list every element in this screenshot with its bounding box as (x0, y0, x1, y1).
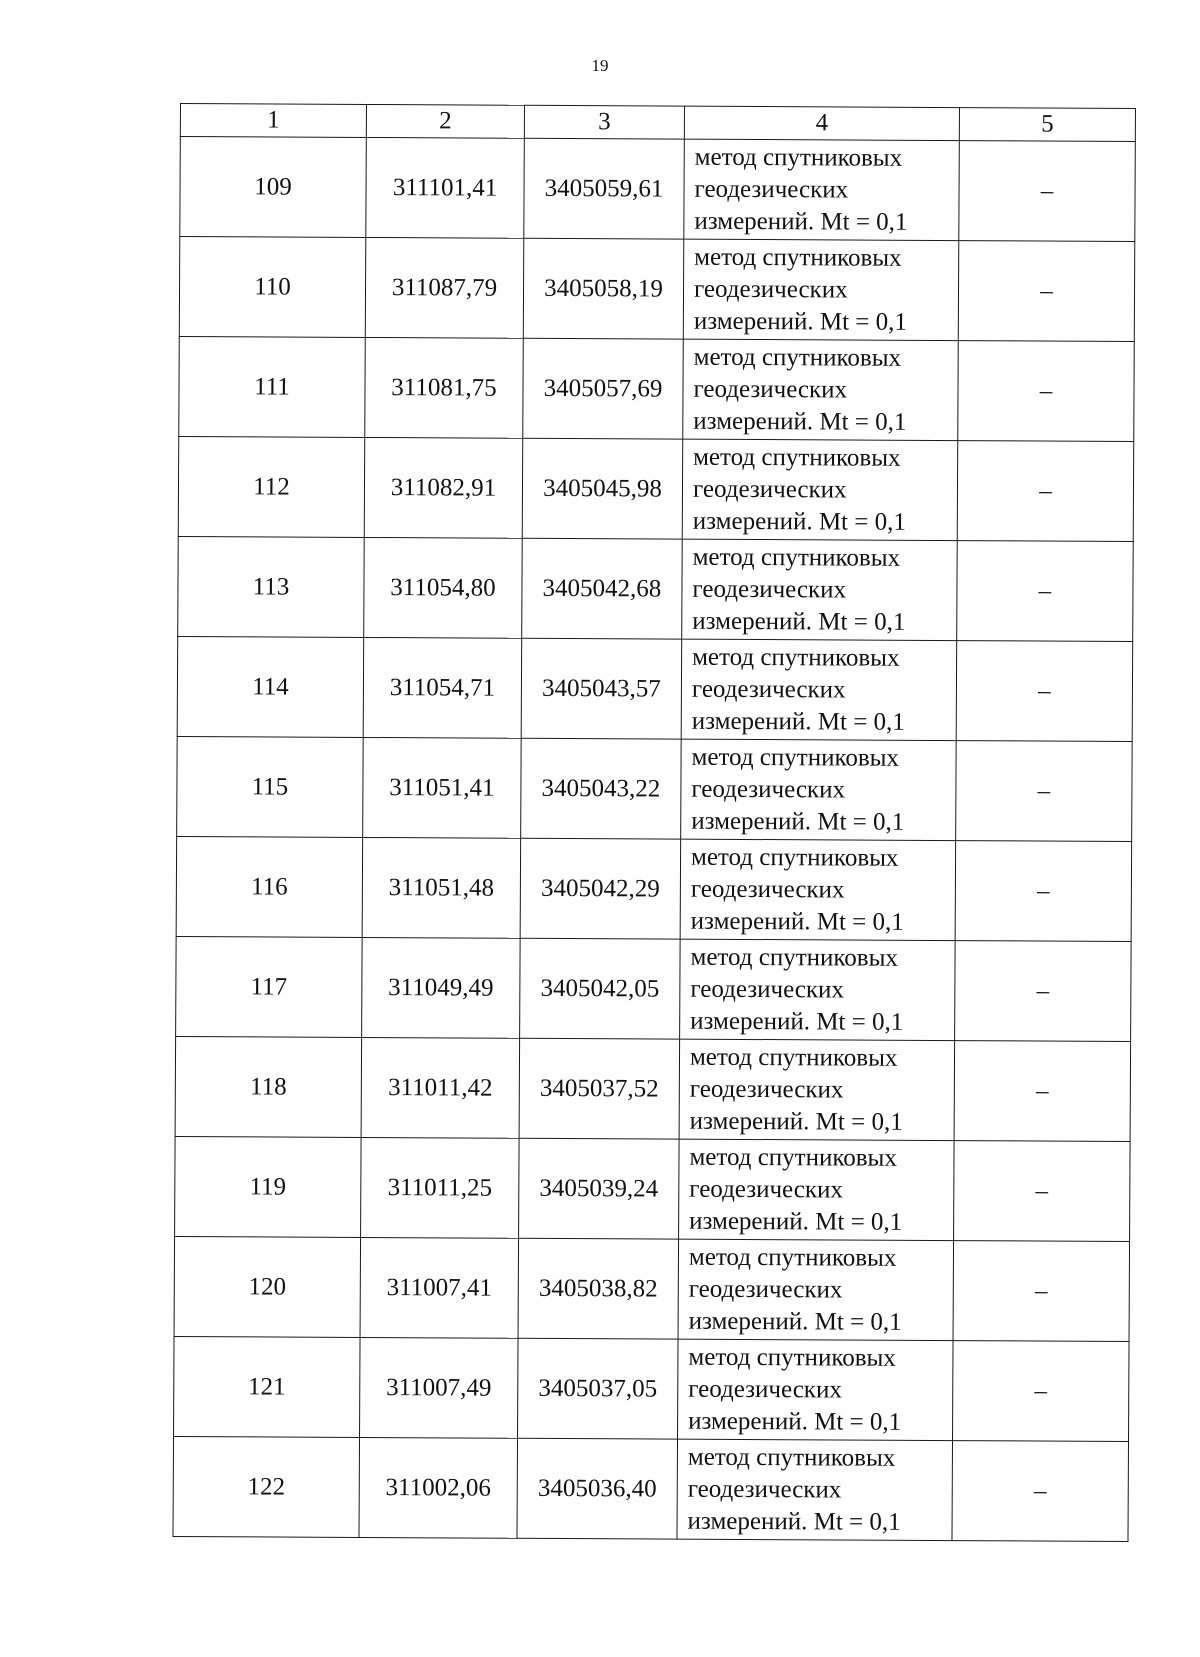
note-cell: – (957, 441, 1134, 542)
note-cell: – (952, 1441, 1129, 1542)
method-line: измерений. Mt = 0,1 (692, 607, 906, 636)
note-cell: – (956, 641, 1133, 742)
y-coordinate-cell: 3405043,22 (521, 738, 682, 839)
table-row (180, 137, 1136, 242)
y-coordinate-cell: 3405037,05 (518, 1338, 679, 1439)
column-header: 1 (180, 104, 366, 138)
point-number-cell: 118 (175, 1036, 362, 1137)
method-line: измерений. Mt = 0,1 (689, 1107, 903, 1136)
method-line: измерений. Mt = 0,1 (688, 1407, 902, 1436)
x-coordinate-cell: 311101,41 (366, 137, 525, 238)
method-line: метод спутниковых (690, 943, 899, 972)
coordinates-table (172, 103, 1135, 1542)
method-line: геодезических (690, 875, 845, 903)
method-cell (678, 1339, 954, 1440)
method-cell (682, 539, 958, 640)
note-cell: – (958, 241, 1135, 342)
method-cell (678, 1239, 954, 1340)
y-coordinate-cell: 3405059,61 (524, 138, 685, 239)
table-row (176, 936, 1132, 1041)
method-line: метод спутниковых (688, 1243, 897, 1272)
method-line: геодезических (694, 175, 849, 203)
x-coordinate-cell: 311002,06 (359, 1437, 518, 1538)
x-coordinate-cell: 311081,75 (365, 337, 524, 438)
table-row (174, 1236, 1130, 1341)
column-header: 5 (959, 108, 1135, 142)
note-cell: – (954, 1141, 1131, 1242)
method-line: измерений. Mt = 0,1 (692, 507, 906, 536)
y-coordinate-cell: 3405042,29 (520, 838, 681, 939)
point-number-cell: 120 (174, 1236, 361, 1337)
table-row (174, 1336, 1130, 1441)
method-line: геодезических (693, 275, 848, 303)
method-line: измерений. Mt = 0,1 (693, 307, 908, 336)
x-coordinate-cell: 311054,80 (364, 537, 523, 638)
x-coordinate-cell: 311054,71 (363, 637, 522, 738)
y-coordinate-cell: 3405042,68 (522, 538, 683, 639)
note-cell: – (956, 741, 1133, 842)
method-line: геодезических (688, 1375, 842, 1403)
point-number-cell: 117 (176, 936, 363, 1037)
column-header: 3 (524, 105, 684, 139)
y-coordinate-cell: 3405037,52 (519, 1038, 680, 1139)
method-line: метод спутниковых (687, 1443, 896, 1472)
method-line: измерений. Mt = 0,1 (691, 707, 905, 736)
method-line: геодезических (691, 775, 846, 803)
x-coordinate-cell: 311007,49 (360, 1337, 519, 1438)
method-line: метод спутниковых (693, 343, 902, 372)
point-number-cell: 122 (173, 1436, 360, 1537)
method-line: измерений. Mt = 0,1 (688, 1307, 902, 1336)
table-row (178, 536, 1134, 641)
y-coordinate-cell: 3405058,19 (523, 238, 684, 339)
point-number-cell: 111 (179, 336, 366, 437)
method-line: метод спутниковых (691, 743, 900, 772)
x-coordinate-cell: 311011,42 (361, 1037, 520, 1138)
point-number-cell: 114 (177, 636, 364, 737)
point-number-cell: 109 (180, 137, 367, 238)
method-line: геодезических (693, 375, 848, 403)
column-header: 4 (684, 106, 959, 140)
method-cell (677, 1439, 953, 1540)
method-cell (681, 639, 957, 740)
method-line: геодезических (692, 475, 847, 503)
table-row (177, 636, 1133, 741)
y-coordinate-cell: 3405043,57 (521, 638, 682, 739)
x-coordinate-cell: 311011,25 (361, 1137, 520, 1238)
method-line: геодезических (688, 1275, 843, 1303)
method-line: метод спутниковых (689, 1043, 898, 1072)
point-number-cell: 113 (178, 536, 365, 637)
method-cell (682, 439, 958, 540)
point-number-cell: 116 (176, 836, 363, 937)
y-coordinate-cell: 3405038,82 (518, 1238, 679, 1339)
method-line: геодезических (692, 575, 847, 603)
x-coordinate-cell: 311049,49 (362, 937, 521, 1038)
note-cell: – (955, 941, 1132, 1042)
method-line: геодезических (687, 1475, 842, 1503)
note-cell: – (955, 841, 1132, 942)
note-cell: – (957, 541, 1134, 642)
point-number-cell: 115 (177, 736, 364, 837)
method-line: метод спутниковых (688, 1343, 896, 1372)
table-row (175, 1136, 1131, 1241)
note-cell: – (958, 341, 1135, 442)
point-number-cell: 119 (175, 1136, 362, 1237)
method-cell (683, 339, 959, 440)
method-line: измерений. Mt = 0,1 (693, 407, 907, 436)
column-header: 2 (366, 104, 524, 138)
point-number-cell: 112 (178, 436, 365, 537)
table-row (179, 237, 1135, 342)
method-line: метод спутниковых (694, 143, 903, 172)
y-coordinate-cell: 3405042,05 (520, 938, 681, 1039)
method-cell (684, 139, 960, 240)
x-coordinate-cell: 311087,79 (365, 237, 524, 338)
table-row (173, 1436, 1129, 1541)
method-line: геодезических (689, 1075, 844, 1103)
method-line: измерений. Mt = 0,1 (690, 907, 904, 936)
method-line: геодезических (689, 1175, 843, 1203)
method-line: измерений. Mt = 0,1 (691, 807, 905, 836)
table-row (179, 336, 1135, 441)
method-line: метод спутниковых (690, 843, 899, 872)
note-cell: – (953, 1341, 1130, 1442)
method-line: измерений. Mt = 0,1 (690, 1007, 904, 1036)
method-line: измерений. Mt = 0,1 (694, 207, 908, 236)
method-line: метод спутниковых (692, 643, 900, 672)
method-line: метод спутниковых (694, 243, 902, 272)
method-cell (683, 239, 959, 340)
point-number-cell: 110 (179, 237, 366, 338)
note-cell: – (953, 1241, 1130, 1342)
method-cell (681, 739, 957, 840)
point-number-cell: 121 (174, 1336, 361, 1437)
method-line: геодезических (691, 675, 846, 703)
method-cell (680, 939, 956, 1040)
table-body (173, 137, 1135, 1542)
method-cell (680, 839, 956, 940)
method-cell (679, 1039, 955, 1140)
table-row (175, 1036, 1131, 1141)
x-coordinate-cell: 311051,48 (362, 837, 521, 938)
method-cell (679, 1139, 955, 1240)
x-coordinate-cell: 311051,41 (363, 737, 522, 838)
method-line: измерений. Mt = 0,1 (689, 1207, 903, 1236)
method-line: метод спутниковых (692, 543, 901, 572)
method-line: метод спутниковых (693, 443, 901, 472)
note-cell: – (954, 1041, 1131, 1142)
y-coordinate-cell: 3405036,40 (517, 1438, 678, 1539)
x-coordinate-cell: 311007,41 (360, 1237, 519, 1338)
table-row (177, 736, 1133, 841)
method-line: геодезических (690, 975, 845, 1003)
x-coordinate-cell: 311082,91 (364, 437, 523, 538)
method-line: метод спутниковых (689, 1143, 897, 1172)
table-row (178, 436, 1134, 541)
table-header-row (180, 104, 1135, 142)
page-number: 19 (591, 56, 609, 75)
table-row (176, 836, 1132, 941)
y-coordinate-cell: 3405045,98 (522, 438, 683, 539)
y-coordinate-cell: 3405039,24 (519, 1138, 680, 1239)
note-cell: – (959, 141, 1136, 242)
y-coordinate-cell: 3405057,69 (523, 338, 684, 439)
method-line: измерений. Mt = 0,1 (687, 1507, 901, 1536)
